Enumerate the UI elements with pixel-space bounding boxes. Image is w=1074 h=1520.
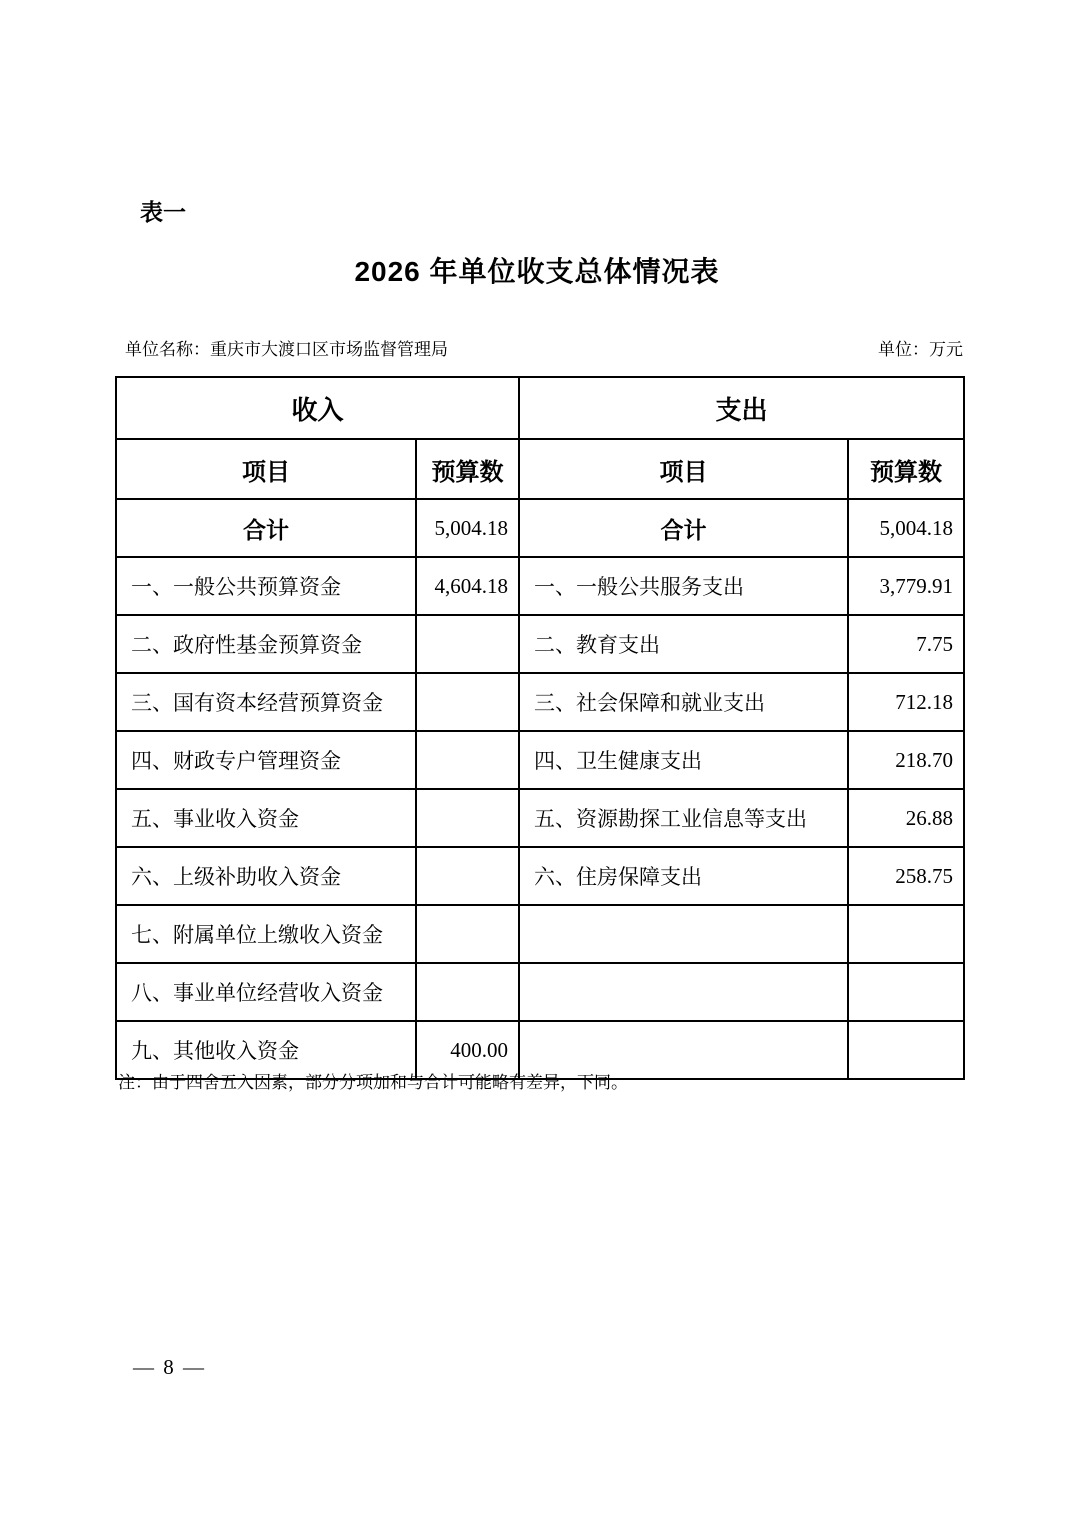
column-header-row: [116, 439, 964, 499]
expense-value-cell: 258.75: [848, 847, 964, 905]
income-item-cell: 八、事业单位经营收入资金: [116, 963, 416, 1021]
table-row: [116, 673, 964, 731]
page-number: — 8 —: [133, 1355, 206, 1379]
table-row: [116, 963, 964, 1021]
table-row: [116, 789, 964, 847]
income-item-cell: 三、国有资本经营预算资金: [116, 673, 416, 731]
expense-value-cell: 7.75: [848, 615, 964, 673]
expense-value-cell: 3,779.91: [848, 557, 964, 615]
expense-item-cell: [519, 963, 848, 1021]
income-item-cell: 九、其他收入资金: [116, 1021, 416, 1079]
income-value-cell: [416, 847, 519, 905]
expense-value-cell: [848, 1021, 964, 1079]
unit-measure-label: 单位：万元: [878, 340, 963, 359]
table-row-total: [116, 499, 964, 557]
table-row: [116, 615, 964, 673]
income-value-cell: [416, 963, 519, 1021]
expense-item-cell: 三、社会保障和就业支出: [519, 673, 848, 731]
document-title: 2026 年单位收支总体情况表: [354, 256, 720, 287]
expense-item-cell: 一、一般公共服务支出: [519, 557, 848, 615]
footnote: 注：由于四舍五入因素，部分分项加和与合计可能略有差异，下同。: [118, 1073, 628, 1092]
table-label: 表一: [140, 199, 186, 225]
table-row: [116, 847, 964, 905]
expense-item-cell: 六、住房保障支出: [519, 847, 848, 905]
expense-item-cell: 五、资源勘探工业信息等支出: [519, 789, 848, 847]
table-row: [116, 731, 964, 789]
expense-budget-column-header: 预算数: [848, 439, 964, 499]
meta-row: [125, 340, 963, 360]
expense-value-cell: 712.18: [848, 673, 964, 731]
income-value-cell: [416, 905, 519, 963]
table-row: [116, 905, 964, 963]
income-item-cell: 一、一般公共预算资金: [116, 557, 416, 615]
income-section-header: 收入: [116, 377, 519, 439]
expense-value-cell: [848, 905, 964, 963]
expense-item-cell: [519, 905, 848, 963]
unit-name-label: 单位名称：重庆市大渡口区市场监督管理局: [125, 340, 448, 359]
expense-value-cell: [848, 963, 964, 1021]
expense-item-column-header: 项目: [519, 439, 848, 499]
table-row: [116, 557, 964, 615]
expense-value-cell: 218.70: [848, 731, 964, 789]
income-value-cell: 4,604.18: [416, 557, 519, 615]
income-item-cell: 合计: [116, 499, 416, 557]
budget-table: [115, 376, 965, 1080]
income-item-cell: 六、上级补助收入资金: [116, 847, 416, 905]
income-value-cell: [416, 731, 519, 789]
expense-item-cell: 合计: [519, 499, 848, 557]
income-value-cell: [416, 789, 519, 847]
income-value-cell: 5,004.18: [416, 499, 519, 557]
expense-item-cell: 二、教育支出: [519, 615, 848, 673]
income-item-column-header: 项目: [116, 439, 416, 499]
expense-value-cell: 5,004.18: [848, 499, 964, 557]
expense-item-cell: 四、卫生健康支出: [519, 731, 848, 789]
income-value-cell: [416, 615, 519, 673]
income-item-cell: 二、政府性基金预算资金: [116, 615, 416, 673]
expense-section-header: 支出: [519, 377, 964, 439]
expense-item-cell: [519, 1021, 848, 1079]
income-value-cell: [416, 673, 519, 731]
income-budget-column-header: 预算数: [416, 439, 519, 499]
income-item-cell: 四、财政专户管理资金: [116, 731, 416, 789]
expense-value-cell: 26.88: [848, 789, 964, 847]
income-item-cell: 五、事业收入资金: [116, 789, 416, 847]
income-value-cell: 400.00: [416, 1021, 519, 1079]
table-row: [116, 1021, 964, 1079]
income-item-cell: 七、附属单位上缴收入资金: [116, 905, 416, 963]
section-header-row: [116, 377, 964, 439]
